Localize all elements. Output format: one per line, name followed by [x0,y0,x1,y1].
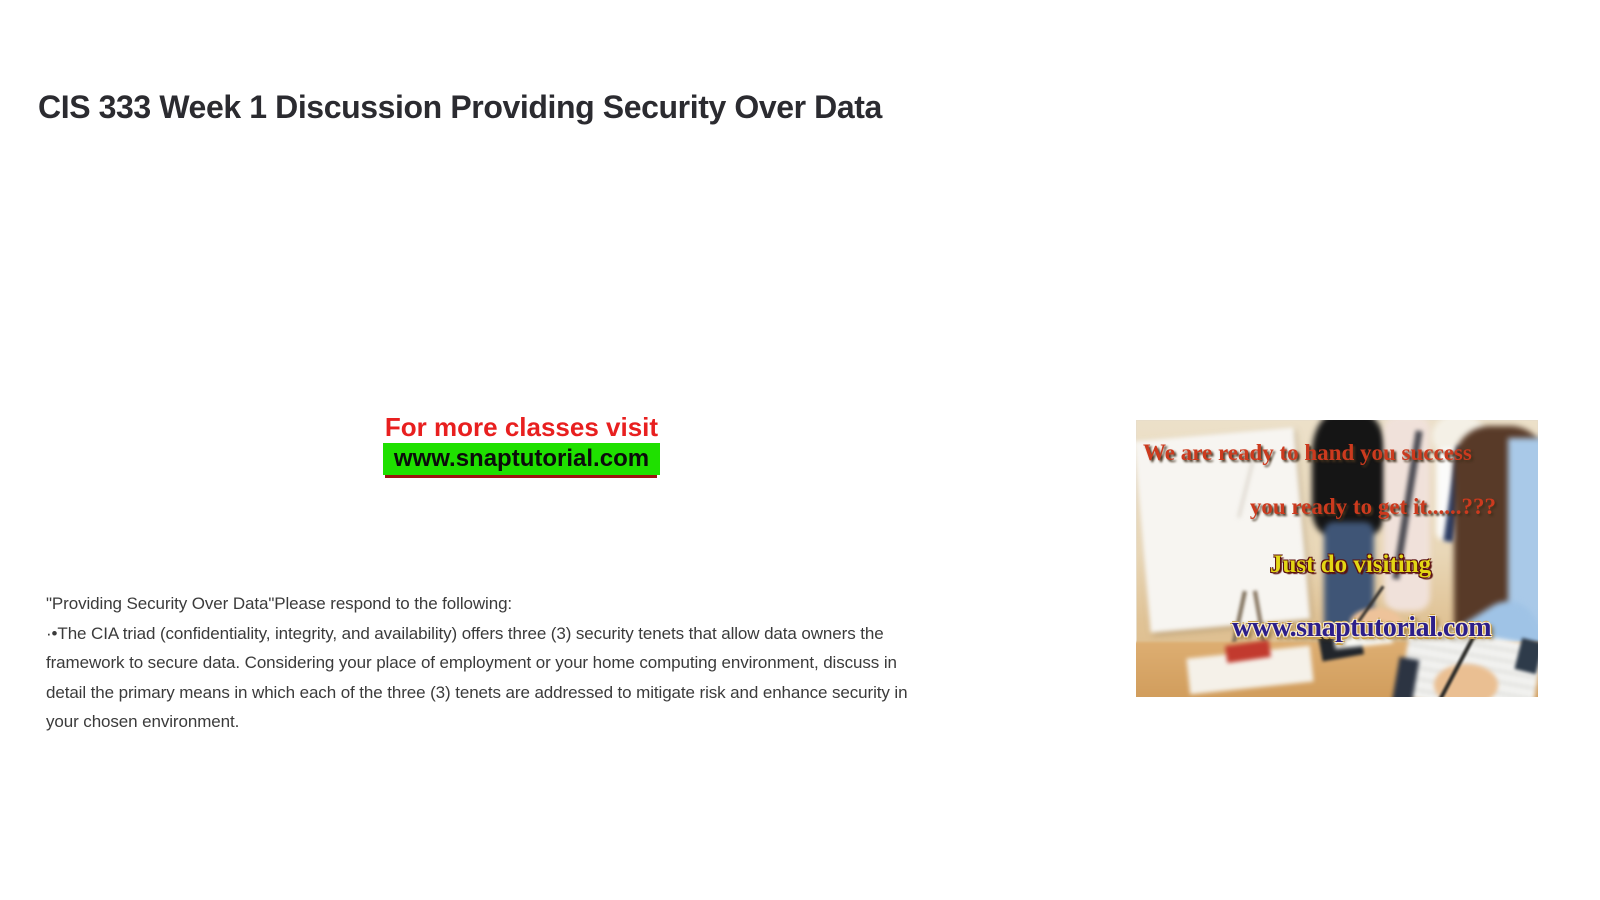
banner-caption-success: We are ready to hand you success [1143,440,1472,465]
banner-caption-url: www.snaptutorial.com [1232,612,1492,643]
body-paragraph [46,589,907,737]
promo-underline [385,475,657,478]
body-line: framework to secure data. Considering your place of employment or your home computing environment, discuss in [46,653,897,672]
body-line: your chosen environment. [46,712,240,731]
body-line: detail the primary means in which each of the three (3) tenets are addressed to mitigate risk and enhance security in [46,682,908,702]
banner-caption-visiting: Just do visiting [1270,551,1432,578]
promo-banner-image [1136,420,1538,697]
promo-visit-text: For more classes visit [384,412,659,442]
page-title: CIS 333 Week 1 Discussion Providing Security Over Data [38,89,882,126]
body-line: ·•The CIA triad (confidentiality, integrity, and availability) offers three (3) security tenets that allow data owners the [46,623,884,643]
banner-caption-ready: you ready to get it......??? [1249,494,1496,519]
body-line: "Providing Security Over Data"Please respond to the following: [46,594,513,613]
promo-url-link[interactable]: www.snaptutorial.com [383,443,660,475]
